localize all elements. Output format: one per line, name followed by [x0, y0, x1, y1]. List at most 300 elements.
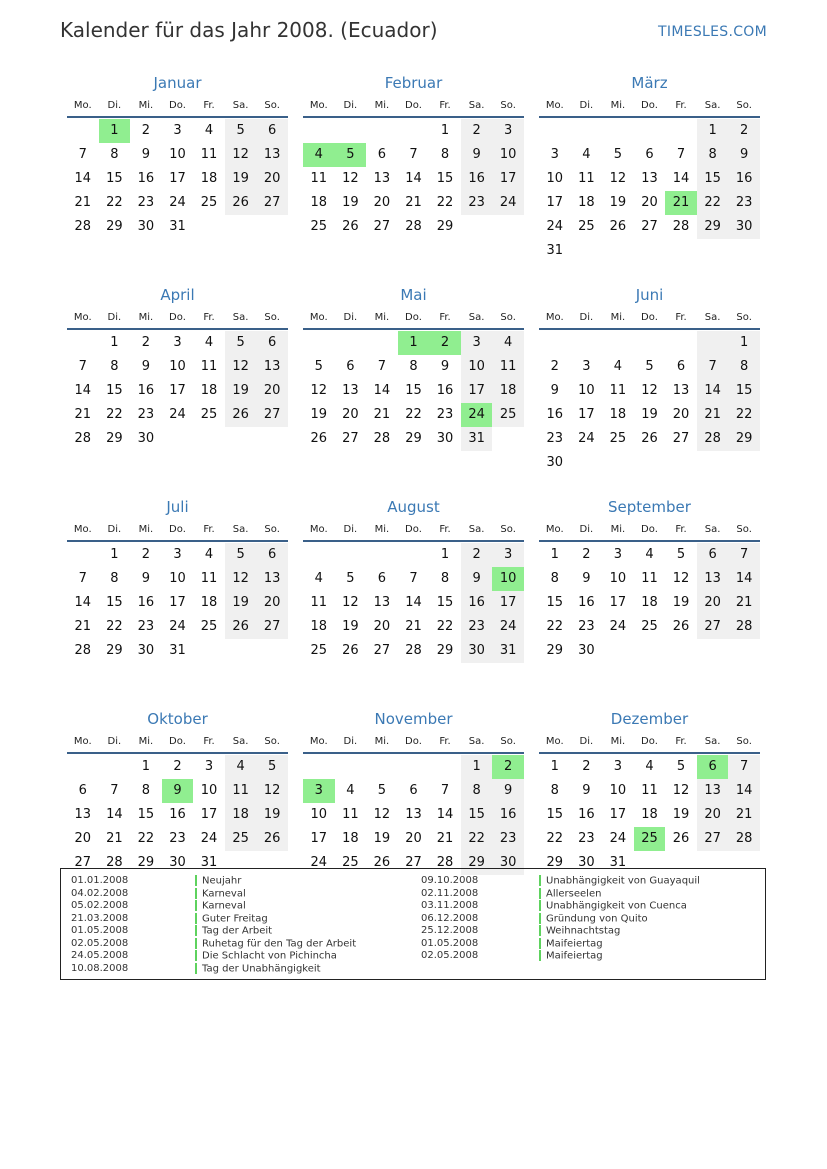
- day-cell[interactable]: 18: [492, 379, 524, 403]
- day-cell[interactable]: 29: [546, 855, 564, 870]
- day-cell[interactable]: 3: [582, 359, 591, 374]
- day-cell[interactable]: 29: [405, 431, 422, 446]
- day-cell[interactable]: 26: [342, 643, 359, 658]
- day-cell[interactable]: 17: [609, 595, 627, 610]
- day-cell[interactable]: 29: [106, 219, 123, 234]
- day-cell[interactable]: 28: [697, 427, 729, 451]
- day-cell[interactable]: 22: [405, 407, 422, 422]
- day-cell[interactable]: 29: [697, 215, 729, 239]
- day-cell[interactable]: 10: [169, 571, 186, 586]
- day-cell[interactable]: 23: [546, 431, 564, 446]
- day-cell[interactable]: 4: [492, 331, 524, 355]
- day-cell[interactable]: 1: [440, 123, 450, 138]
- day-cell[interactable]: 25: [641, 619, 658, 634]
- day-cell[interactable]: 22: [106, 407, 123, 422]
- day-cell[interactable]: 19: [672, 595, 690, 610]
- day-cell[interactable]: 29: [436, 219, 454, 234]
- day-cell[interactable]: 9: [550, 383, 559, 398]
- day-cell[interactable]: 13: [697, 779, 729, 803]
- day-cell[interactable]: 8: [141, 783, 151, 798]
- day-cell[interactable]: 1: [110, 335, 119, 350]
- day-cell[interactable]: 19: [609, 195, 627, 210]
- day-cell[interactable]: 31: [546, 243, 564, 258]
- day-cell[interactable]: 19: [256, 803, 288, 827]
- day-cell[interactable]: 12: [609, 171, 627, 186]
- day-cell[interactable]: 28: [405, 643, 422, 658]
- day-cell[interactable]: 23: [169, 831, 186, 846]
- day-cell[interactable]: 29: [461, 851, 493, 875]
- day-cell[interactable]: 19: [225, 591, 257, 615]
- day-cell[interactable]: 8: [110, 571, 119, 586]
- day-cell[interactable]: 12: [225, 355, 257, 379]
- day-cell[interactable]: 12: [373, 807, 391, 822]
- day-cell[interactable]: 9: [440, 359, 450, 374]
- day-cell[interactable]: 3: [613, 547, 623, 562]
- day-cell[interactable]: 23: [578, 619, 595, 634]
- day-cell[interactable]: 13: [672, 383, 690, 398]
- day-cell[interactable]: 30: [546, 455, 564, 470]
- day-cell[interactable]: 22: [106, 619, 123, 634]
- day-cell[interactable]: 12: [342, 171, 359, 186]
- day-cell[interactable]: 21: [436, 831, 454, 846]
- day-cell[interactable]: 14: [672, 171, 690, 186]
- day-cell[interactable]: 26: [609, 219, 627, 234]
- day-cell[interactable]: 18: [310, 619, 328, 634]
- day-cell[interactable]: 18: [225, 803, 257, 827]
- day-cell[interactable]: 1: [440, 547, 450, 562]
- day-cell[interactable]: 23: [461, 191, 493, 215]
- day-cell[interactable]: 6: [78, 783, 87, 798]
- day-cell[interactable]: 16: [436, 383, 454, 398]
- day-cell[interactable]: 31: [492, 639, 524, 663]
- day-cell[interactable]: 11: [578, 171, 595, 186]
- day-cell[interactable]: 15: [436, 595, 454, 610]
- day-cell[interactable]: 22: [461, 827, 493, 851]
- day-cell[interactable]: 16: [461, 591, 493, 615]
- day-cell[interactable]: 28: [74, 643, 92, 658]
- day-cell[interactable]: 17: [578, 407, 595, 422]
- day-cell[interactable]: 21: [74, 407, 92, 422]
- day-cell[interactable]: 29: [137, 855, 155, 870]
- day-cell[interactable]: 2: [173, 759, 182, 774]
- day-cell[interactable]: 25: [634, 827, 666, 851]
- day-cell[interactable]: 28: [106, 855, 123, 870]
- day-cell[interactable]: 31: [609, 855, 627, 870]
- day-cell[interactable]: 18: [641, 807, 658, 822]
- day-cell[interactable]: 18: [641, 595, 658, 610]
- day-cell[interactable]: 16: [578, 807, 595, 822]
- day-cell[interactable]: 31: [169, 219, 186, 234]
- day-cell[interactable]: 21: [728, 591, 760, 615]
- day-cell[interactable]: 24: [609, 619, 627, 634]
- day-cell[interactable]: 9: [728, 143, 760, 167]
- day-cell[interactable]: 17: [169, 171, 186, 186]
- brand-logo-text[interactable]: TIMESLES.COM: [658, 24, 767, 40]
- day-cell[interactable]: 12: [225, 143, 257, 167]
- day-cell[interactable]: 29: [546, 643, 564, 658]
- day-cell[interactable]: 9: [141, 571, 151, 586]
- day-cell[interactable]: 15: [405, 383, 422, 398]
- day-cell[interactable]: 3: [492, 543, 524, 567]
- day-cell[interactable]: 10: [169, 359, 186, 374]
- day-cell[interactable]: 15: [546, 595, 564, 610]
- day-cell[interactable]: 5: [335, 143, 367, 167]
- day-cell[interactable]: 3: [173, 547, 182, 562]
- day-cell[interactable]: 20: [697, 591, 729, 615]
- day-cell[interactable]: 18: [609, 407, 627, 422]
- day-cell[interactable]: 23: [137, 619, 155, 634]
- day-cell[interactable]: 8: [110, 359, 119, 374]
- day-cell[interactable]: 4: [645, 547, 654, 562]
- day-cell[interactable]: 5: [225, 331, 257, 355]
- day-cell[interactable]: 29: [106, 431, 123, 446]
- day-cell[interactable]: 16: [137, 383, 155, 398]
- day-cell[interactable]: 25: [578, 219, 595, 234]
- day-cell[interactable]: 13: [74, 807, 92, 822]
- day-cell[interactable]: 20: [256, 379, 288, 403]
- day-cell[interactable]: 26: [225, 615, 257, 639]
- day-cell[interactable]: 22: [728, 403, 760, 427]
- day-cell[interactable]: 15: [106, 171, 123, 186]
- day-cell[interactable]: 29: [106, 643, 123, 658]
- day-cell[interactable]: 27: [641, 219, 658, 234]
- day-cell[interactable]: 5: [314, 359, 323, 374]
- day-cell[interactable]: 28: [405, 219, 422, 234]
- day-cell[interactable]: 30: [137, 431, 155, 446]
- day-cell[interactable]: 15: [137, 807, 155, 822]
- day-cell[interactable]: 2: [461, 119, 493, 143]
- day-cell[interactable]: 2: [582, 547, 591, 562]
- day-cell[interactable]: 23: [461, 615, 493, 639]
- day-cell[interactable]: 4: [204, 335, 214, 350]
- day-cell[interactable]: 2: [728, 119, 760, 143]
- day-cell[interactable]: 30: [578, 855, 595, 870]
- day-cell[interactable]: 14: [728, 567, 760, 591]
- day-cell[interactable]: 8: [409, 359, 418, 374]
- day-cell[interactable]: 21: [405, 195, 422, 210]
- day-cell[interactable]: 26: [225, 403, 257, 427]
- day-cell[interactable]: 12: [672, 571, 690, 586]
- day-cell[interactable]: 27: [256, 191, 288, 215]
- day-cell[interactable]: 19: [342, 619, 359, 634]
- day-cell[interactable]: 8: [440, 571, 450, 586]
- day-cell[interactable]: 19: [672, 807, 690, 822]
- day-cell[interactable]: 1: [461, 755, 493, 779]
- day-cell[interactable]: 1: [110, 547, 119, 562]
- day-cell[interactable]: 11: [641, 571, 658, 586]
- day-cell[interactable]: 6: [697, 543, 729, 567]
- day-cell[interactable]: 24: [169, 195, 186, 210]
- day-cell[interactable]: 25: [200, 619, 218, 634]
- day-cell[interactable]: 27: [74, 855, 92, 870]
- day-cell[interactable]: 12: [641, 383, 658, 398]
- day-cell[interactable]: 17: [546, 195, 564, 210]
- day-cell[interactable]: 5: [346, 571, 355, 586]
- day-cell[interactable]: 8: [550, 571, 559, 586]
- day-cell[interactable]: 2: [429, 331, 461, 355]
- day-cell[interactable]: 3: [613, 759, 623, 774]
- day-cell[interactable]: 12: [256, 779, 288, 803]
- day-cell[interactable]: 11: [310, 595, 328, 610]
- day-cell[interactable]: 6: [256, 119, 288, 143]
- day-cell[interactable]: 25: [342, 855, 359, 870]
- day-cell[interactable]: 14: [74, 595, 92, 610]
- day-cell[interactable]: 22: [137, 831, 155, 846]
- day-cell[interactable]: 6: [409, 783, 418, 798]
- day-cell[interactable]: 4: [314, 571, 323, 586]
- day-cell[interactable]: 30: [578, 643, 595, 658]
- day-cell[interactable]: 31: [200, 855, 218, 870]
- day-cell[interactable]: 8: [110, 147, 119, 162]
- day-cell[interactable]: 9: [582, 783, 591, 798]
- day-cell[interactable]: 15: [697, 167, 729, 191]
- day-cell[interactable]: 17: [492, 167, 524, 191]
- day-cell[interactable]: 21: [74, 619, 92, 634]
- day-cell[interactable]: 7: [676, 147, 686, 162]
- day-cell[interactable]: 7: [728, 755, 760, 779]
- day-cell[interactable]: 15: [106, 595, 123, 610]
- day-cell[interactable]: 4: [645, 759, 654, 774]
- day-cell[interactable]: 3: [204, 759, 214, 774]
- day-cell[interactable]: 11: [342, 807, 359, 822]
- day-cell[interactable]: 16: [546, 407, 564, 422]
- day-cell[interactable]: 6: [256, 543, 288, 567]
- day-cell[interactable]: 24: [492, 615, 524, 639]
- day-cell[interactable]: 19: [641, 407, 658, 422]
- day-cell[interactable]: 22: [436, 195, 454, 210]
- day-cell[interactable]: 6: [346, 359, 355, 374]
- day-cell[interactable]: 20: [256, 591, 288, 615]
- day-cell[interactable]: 20: [373, 619, 391, 634]
- day-cell[interactable]: 1: [99, 119, 131, 143]
- day-cell[interactable]: 29: [436, 643, 454, 658]
- day-cell[interactable]: 20: [697, 803, 729, 827]
- day-cell[interactable]: 20: [256, 167, 288, 191]
- day-cell[interactable]: 1: [398, 331, 430, 355]
- day-cell[interactable]: 11: [492, 355, 524, 379]
- day-cell[interactable]: 3: [461, 331, 493, 355]
- day-cell[interactable]: 17: [310, 831, 328, 846]
- day-cell[interactable]: 22: [436, 619, 454, 634]
- day-cell[interactable]: 9: [162, 779, 194, 803]
- day-cell[interactable]: 11: [200, 359, 218, 374]
- day-cell[interactable]: 7: [409, 147, 418, 162]
- day-cell[interactable]: 8: [550, 783, 559, 798]
- day-cell[interactable]: 25: [310, 219, 328, 234]
- day-cell[interactable]: 5: [676, 547, 686, 562]
- day-cell[interactable]: 7: [110, 783, 119, 798]
- day-cell[interactable]: 10: [492, 143, 524, 167]
- day-cell[interactable]: 11: [609, 383, 627, 398]
- day-cell[interactable]: 12: [225, 567, 257, 591]
- day-cell[interactable]: 25: [310, 643, 328, 658]
- day-cell[interactable]: 23: [436, 407, 454, 422]
- day-cell[interactable]: 27: [672, 431, 690, 446]
- day-cell[interactable]: 17: [169, 383, 186, 398]
- day-cell[interactable]: 21: [665, 191, 697, 215]
- day-cell[interactable]: 19: [225, 167, 257, 191]
- day-cell[interactable]: 19: [342, 195, 359, 210]
- day-cell[interactable]: 18: [200, 595, 218, 610]
- day-cell[interactable]: 17: [492, 591, 524, 615]
- day-cell[interactable]: 11: [641, 783, 658, 798]
- day-cell[interactable]: 24: [492, 191, 524, 215]
- day-cell[interactable]: 11: [200, 147, 218, 162]
- day-cell[interactable]: 6: [645, 147, 654, 162]
- day-cell[interactable]: 28: [74, 431, 92, 446]
- day-cell[interactable]: 26: [225, 191, 257, 215]
- day-cell[interactable]: 17: [200, 807, 218, 822]
- day-cell[interactable]: 30: [436, 431, 454, 446]
- day-cell[interactable]: 2: [141, 547, 151, 562]
- day-cell[interactable]: 10: [609, 783, 627, 798]
- day-cell[interactable]: 18: [310, 195, 328, 210]
- day-cell[interactable]: 18: [200, 171, 218, 186]
- day-cell[interactable]: 4: [204, 547, 214, 562]
- day-cell[interactable]: 26: [256, 827, 288, 851]
- day-cell[interactable]: 19: [310, 407, 328, 422]
- day-cell[interactable]: 2: [141, 335, 151, 350]
- day-cell[interactable]: 7: [440, 783, 450, 798]
- day-cell[interactable]: 30: [461, 639, 493, 663]
- day-cell[interactable]: 23: [578, 831, 595, 846]
- day-cell[interactable]: 3: [173, 335, 182, 350]
- day-cell[interactable]: 14: [697, 379, 729, 403]
- day-cell[interactable]: 15: [436, 171, 454, 186]
- day-cell[interactable]: 30: [492, 851, 524, 875]
- day-cell[interactable]: 19: [225, 379, 257, 403]
- day-cell[interactable]: 18: [200, 383, 218, 398]
- day-cell[interactable]: 19: [373, 831, 391, 846]
- day-cell[interactable]: 8: [728, 355, 760, 379]
- day-cell[interactable]: 18: [342, 831, 359, 846]
- day-cell[interactable]: 7: [728, 543, 760, 567]
- day-cell[interactable]: 17: [169, 595, 186, 610]
- day-cell[interactable]: 10: [578, 383, 595, 398]
- day-cell[interactable]: 27: [405, 855, 422, 870]
- day-cell[interactable]: 25: [200, 407, 218, 422]
- day-cell[interactable]: 6: [377, 147, 387, 162]
- day-cell[interactable]: 25: [200, 195, 218, 210]
- day-cell[interactable]: 23: [728, 191, 760, 215]
- day-cell[interactable]: 5: [676, 759, 686, 774]
- day-cell[interactable]: 16: [728, 167, 760, 191]
- day-cell[interactable]: 30: [137, 219, 155, 234]
- day-cell[interactable]: 18: [578, 195, 595, 210]
- day-cell[interactable]: 9: [461, 567, 493, 591]
- day-cell[interactable]: 30: [728, 215, 760, 239]
- day-cell[interactable]: 15: [461, 803, 493, 827]
- day-cell[interactable]: 3: [303, 779, 335, 803]
- day-cell[interactable]: 14: [728, 779, 760, 803]
- day-cell[interactable]: 27: [256, 615, 288, 639]
- day-cell[interactable]: 4: [303, 143, 335, 167]
- day-cell[interactable]: 13: [256, 143, 288, 167]
- day-cell[interactable]: 6: [377, 571, 387, 586]
- day-cell[interactable]: 12: [342, 595, 359, 610]
- day-cell[interactable]: 7: [409, 571, 418, 586]
- day-cell[interactable]: 21: [373, 407, 391, 422]
- day-cell[interactable]: 20: [342, 407, 359, 422]
- day-cell[interactable]: 20: [373, 195, 391, 210]
- day-cell[interactable]: 17: [461, 379, 493, 403]
- day-cell[interactable]: 5: [256, 755, 288, 779]
- day-cell[interactable]: 2: [550, 359, 559, 374]
- day-cell[interactable]: 22: [546, 619, 564, 634]
- day-cell[interactable]: 28: [74, 219, 92, 234]
- day-cell[interactable]: 15: [546, 807, 564, 822]
- day-cell[interactable]: 28: [728, 615, 760, 639]
- day-cell[interactable]: 20: [641, 195, 658, 210]
- day-cell[interactable]: 9: [582, 571, 591, 586]
- day-cell[interactable]: 1: [141, 759, 151, 774]
- day-cell[interactable]: 5: [225, 543, 257, 567]
- day-cell[interactable]: 13: [342, 383, 359, 398]
- day-cell[interactable]: 21: [405, 619, 422, 634]
- day-cell[interactable]: 10: [169, 147, 186, 162]
- day-cell[interactable]: 17: [609, 807, 627, 822]
- day-cell[interactable]: 26: [342, 219, 359, 234]
- day-cell[interactable]: 11: [225, 779, 257, 803]
- day-cell[interactable]: 8: [697, 143, 729, 167]
- day-cell[interactable]: 4: [582, 147, 591, 162]
- day-cell[interactable]: 1: [550, 547, 559, 562]
- day-cell[interactable]: 21: [106, 831, 123, 846]
- day-cell[interactable]: 14: [106, 807, 123, 822]
- day-cell[interactable]: 23: [137, 407, 155, 422]
- day-cell[interactable]: 4: [204, 123, 214, 138]
- day-cell[interactable]: 10: [546, 171, 564, 186]
- day-cell[interactable]: 25: [225, 827, 257, 851]
- day-cell[interactable]: 1: [728, 331, 760, 355]
- day-cell[interactable]: 2: [141, 123, 151, 138]
- day-cell[interactable]: 9: [492, 779, 524, 803]
- day-cell[interactable]: 21: [74, 195, 92, 210]
- day-cell[interactable]: 13: [373, 171, 391, 186]
- day-cell[interactable]: 28: [672, 219, 690, 234]
- day-cell[interactable]: 24: [578, 431, 595, 446]
- day-cell[interactable]: 30: [137, 643, 155, 658]
- day-cell[interactable]: 12: [310, 383, 328, 398]
- day-cell[interactable]: 25: [492, 403, 524, 427]
- day-cell[interactable]: 24: [169, 619, 186, 634]
- day-cell[interactable]: 2: [582, 759, 591, 774]
- day-cell[interactable]: 8: [461, 779, 493, 803]
- day-cell[interactable]: 25: [609, 431, 627, 446]
- day-cell[interactable]: 16: [137, 595, 155, 610]
- day-cell[interactable]: 23: [492, 827, 524, 851]
- day-cell[interactable]: 10: [310, 807, 328, 822]
- day-cell[interactable]: 11: [200, 571, 218, 586]
- day-cell[interactable]: 24: [200, 831, 218, 846]
- day-cell[interactable]: 4: [225, 755, 257, 779]
- day-cell[interactable]: 21: [697, 403, 729, 427]
- day-cell[interactable]: 21: [728, 803, 760, 827]
- day-cell[interactable]: 27: [256, 403, 288, 427]
- day-cell[interactable]: 14: [74, 383, 92, 398]
- day-cell[interactable]: 27: [697, 615, 729, 639]
- day-cell[interactable]: 20: [405, 831, 422, 846]
- day-cell[interactable]: 7: [697, 355, 729, 379]
- day-cell[interactable]: 26: [641, 431, 658, 446]
- day-cell[interactable]: 3: [173, 123, 182, 138]
- day-cell[interactable]: 26: [373, 855, 391, 870]
- day-cell[interactable]: 31: [461, 427, 493, 451]
- day-cell[interactable]: 7: [78, 571, 87, 586]
- day-cell[interactable]: 1: [550, 759, 559, 774]
- day-cell[interactable]: 9: [461, 143, 493, 167]
- day-cell[interactable]: 14: [373, 383, 391, 398]
